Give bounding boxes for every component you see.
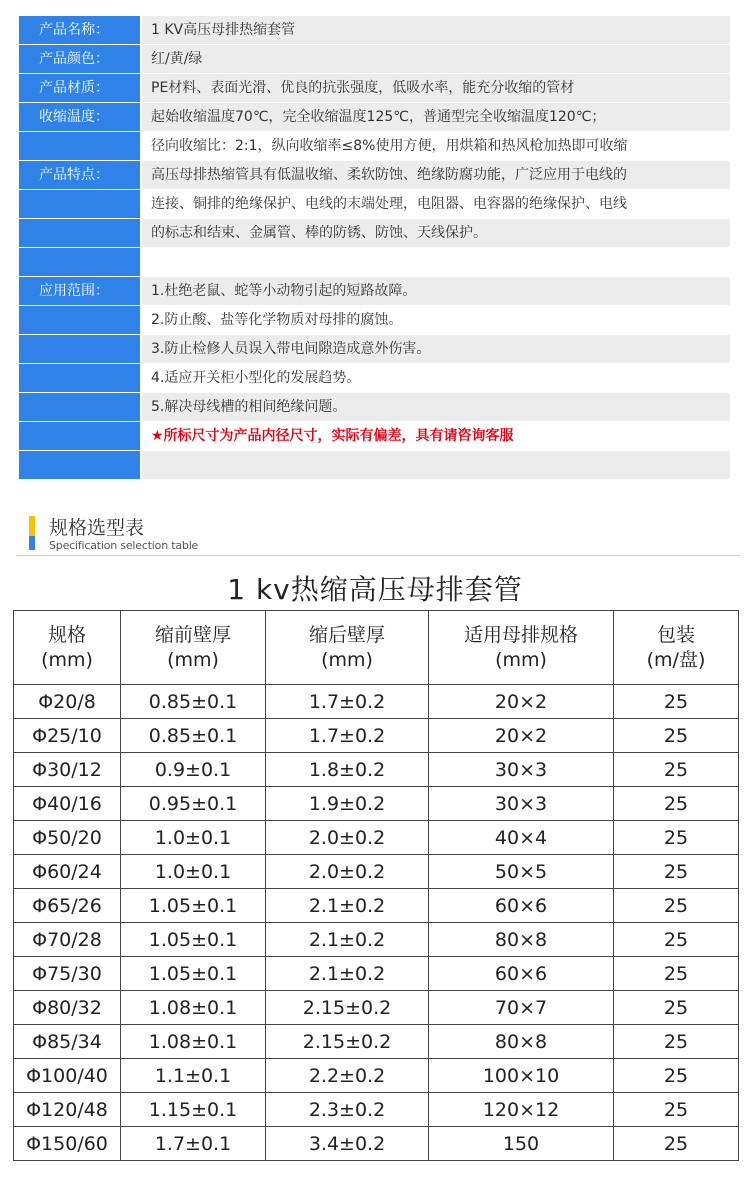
- info-label: [19, 422, 140, 450]
- cell-busbar-size: 50×5: [429, 855, 614, 889]
- table-title: 1 kv热缩高压母排套管: [227, 573, 523, 606]
- cell-thickness-after: 2.0±0.2: [266, 821, 429, 855]
- table-row: [14, 991, 739, 1025]
- section-subtitle: Specification selection table: [49, 539, 199, 552]
- table-row: [14, 787, 739, 821]
- info-value: 起始收缩温度70℃，完全收缩温度125℃，普通型完全收缩温度120℃；: [142, 103, 730, 131]
- info-label: [19, 306, 140, 334]
- info-row-material: [19, 74, 730, 102]
- cell-thickness-before: 1.08±0.1: [121, 1025, 266, 1059]
- cell-packing: 25: [614, 1093, 739, 1127]
- table-row: [14, 1093, 739, 1127]
- cell-busbar-size: 100×10: [429, 1059, 614, 1093]
- spec-table: [13, 610, 739, 1161]
- header-line: 适用母排规格: [463, 623, 578, 646]
- info-row-spacer: [19, 248, 730, 276]
- cell-busbar-size: 20×2: [429, 719, 614, 753]
- info-label: 收缩温度：: [19, 103, 140, 131]
- cell-busbar-size: 120×12: [429, 1093, 614, 1127]
- cell-thickness-after: 2.2±0.2: [266, 1059, 429, 1093]
- cell-busbar-size: 80×8: [429, 923, 614, 957]
- info-value: 1 KV高压母排热缩套管: [142, 16, 730, 44]
- cell-spec: Φ70/28: [14, 923, 121, 957]
- info-row-application-3: [19, 335, 730, 363]
- table-body: [14, 685, 739, 1161]
- info-row-shrink-temp: [19, 103, 730, 131]
- cell-thickness-before: 1.0±0.1: [121, 821, 266, 855]
- cell-packing: 25: [614, 787, 739, 821]
- info-label: 应用范围：: [19, 277, 140, 305]
- cell-packing: 25: [614, 685, 739, 719]
- info-value: 红/黄/绿: [142, 45, 730, 73]
- header-thickness-after: [266, 611, 429, 685]
- cell-spec: Φ100/40: [14, 1059, 121, 1093]
- info-row-size-notice: [19, 422, 730, 450]
- cell-spec: Φ40/16: [14, 787, 121, 821]
- table-row: [14, 719, 739, 753]
- table-row: [14, 1059, 739, 1093]
- cell-spec: Φ120/48: [14, 1093, 121, 1127]
- table-header-row: [14, 611, 739, 685]
- info-row-empty: [19, 451, 730, 479]
- cell-busbar-size: 20×2: [429, 685, 614, 719]
- info-value: 的标志和结束、金属管、棒的防锈、防蚀、天线保护。: [142, 219, 730, 247]
- table-row: [14, 889, 739, 923]
- cell-spec: Φ50/20: [14, 821, 121, 855]
- cell-busbar-size: 30×3: [429, 753, 614, 787]
- info-row-features-2: [19, 190, 730, 218]
- info-label: [19, 335, 140, 363]
- table-row: [14, 923, 739, 957]
- cell-packing: 25: [614, 889, 739, 923]
- cell-busbar-size: 40×4: [429, 821, 614, 855]
- header-line: 规格: [47, 623, 86, 646]
- accent-bar-blue: [29, 536, 35, 550]
- cell-spec: Φ30/12: [14, 753, 121, 787]
- cell-packing: 25: [614, 991, 739, 1025]
- info-label: [19, 219, 140, 247]
- cell-thickness-before: 1.08±0.1: [121, 991, 266, 1025]
- header-spec: [14, 611, 121, 685]
- info-value: [142, 451, 730, 479]
- cell-packing: 25: [614, 719, 739, 753]
- info-value: 径向收缩比：2:1，纵向收缩率≤8%使用方便，用烘箱和热风枪加热即可收缩: [142, 132, 730, 160]
- section-divider: [16, 555, 740, 556]
- product-info-block: [19, 16, 730, 480]
- cell-thickness-before: 1.0±0.1: [121, 855, 266, 889]
- table-row: [14, 685, 739, 719]
- table-row: [14, 753, 739, 787]
- info-row-product-color: [19, 45, 730, 73]
- cell-spec: Φ75/30: [14, 957, 121, 991]
- info-row-application-5: [19, 393, 730, 421]
- cell-thickness-after: 2.15±0.2: [266, 1025, 429, 1059]
- cell-thickness-after: 1.7±0.2: [266, 719, 429, 753]
- header-line: 缩后壁厚: [308, 623, 385, 646]
- cell-packing: 25: [614, 855, 739, 889]
- cell-thickness-after: 1.7±0.2: [266, 685, 429, 719]
- cell-thickness-before: 1.1±0.1: [121, 1059, 266, 1093]
- info-label: [19, 451, 140, 479]
- info-value: 连接、铜排的绝缘保护、电线的末端处理，电阻器、电容器的绝缘保护、电线: [142, 190, 730, 218]
- header-busbar-size: [429, 611, 614, 685]
- cell-thickness-after: 2.3±0.2: [266, 1093, 429, 1127]
- header-line: (mm): [321, 648, 373, 671]
- header-line: (m/盘): [646, 648, 706, 671]
- table-row: [14, 957, 739, 991]
- cell-thickness-before: 0.85±0.1: [121, 685, 266, 719]
- cell-busbar-size: 60×6: [429, 957, 614, 991]
- cell-busbar-size: 80×8: [429, 1025, 614, 1059]
- info-value: 3.防止检修人员误入带电间隙造成意外伤害。: [142, 335, 730, 363]
- info-label: [19, 364, 140, 392]
- cell-spec: Φ60/24: [14, 855, 121, 889]
- section-accent-bar: [29, 516, 35, 550]
- cell-thickness-after: 2.1±0.2: [266, 889, 429, 923]
- cell-thickness-before: 1.05±0.1: [121, 889, 266, 923]
- cell-spec: Φ20/8: [14, 685, 121, 719]
- size-notice: ★所标尺寸为产品内径尺寸，实际有偏差，具有请咨询客服: [142, 422, 730, 450]
- header-line: (mm): [41, 648, 93, 671]
- info-value: 5.解决母线槽的相间绝缘问题。: [142, 393, 730, 421]
- header-line: 缩前壁厚: [154, 623, 231, 646]
- info-row-application-2: [19, 306, 730, 334]
- section-title: 规格选型表: [49, 517, 145, 539]
- cell-thickness-after: 1.9±0.2: [266, 787, 429, 821]
- info-label: [19, 393, 140, 421]
- cell-thickness-before: 1.05±0.1: [121, 923, 266, 957]
- info-label: [19, 132, 140, 160]
- cell-packing: 25: [614, 753, 739, 787]
- info-label: 产品名称：: [19, 16, 140, 44]
- cell-thickness-before: 1.7±0.1: [121, 1127, 266, 1161]
- info-value: PE材料、表面光滑、优良的抗张强度，低吸水率，能充分收缩的管材: [142, 74, 730, 102]
- cell-busbar-size: 150: [429, 1127, 614, 1161]
- cell-spec: Φ80/32: [14, 991, 121, 1025]
- cell-packing: 25: [614, 1025, 739, 1059]
- info-label: [19, 248, 140, 276]
- header-thickness-before: [121, 611, 266, 685]
- header-packing: [614, 611, 739, 685]
- cell-thickness-after: 1.8±0.2: [266, 753, 429, 787]
- cell-spec: Φ25/10: [14, 719, 121, 753]
- info-row-features-3: [19, 219, 730, 247]
- info-row-application-4: [19, 364, 730, 392]
- header-line: 包装: [656, 623, 695, 646]
- cell-busbar-size: 70×7: [429, 991, 614, 1025]
- table-row: [14, 1127, 739, 1161]
- cell-thickness-after: 2.1±0.2: [266, 957, 429, 991]
- info-row-applications: [19, 277, 730, 305]
- cell-thickness-before: 0.95±0.1: [121, 787, 266, 821]
- cell-packing: 25: [614, 1127, 739, 1161]
- cell-spec: Φ85/34: [14, 1025, 121, 1059]
- info-label: 产品特点：: [19, 161, 140, 189]
- info-label: 产品材质：: [19, 74, 140, 102]
- table-row: [14, 855, 739, 889]
- cell-thickness-before: 1.15±0.1: [121, 1093, 266, 1127]
- cell-thickness-before: 1.05±0.1: [121, 957, 266, 991]
- cell-thickness-before: 0.9±0.1: [121, 753, 266, 787]
- cell-thickness-before: 0.85±0.1: [121, 719, 266, 753]
- info-value: [142, 248, 730, 276]
- cell-spec: Φ65/26: [14, 889, 121, 923]
- info-value: 2.防止酸、盐等化学物质对母排的腐蚀。: [142, 306, 730, 334]
- table-row: [14, 1025, 739, 1059]
- cell-thickness-after: 2.1±0.2: [266, 923, 429, 957]
- cell-busbar-size: 60×6: [429, 889, 614, 923]
- cell-spec: Φ150/60: [14, 1127, 121, 1161]
- cell-packing: 25: [614, 957, 739, 991]
- info-value: 4.适应开关柜小型化的发展趋势。: [142, 364, 730, 392]
- table-row: [14, 821, 739, 855]
- accent-bar-yellow: [29, 516, 35, 536]
- cell-thickness-after: 2.15±0.2: [266, 991, 429, 1025]
- info-row-shrink-ratio: [19, 132, 730, 160]
- header-line: (mm): [167, 648, 219, 671]
- cell-busbar-size: 30×3: [429, 787, 614, 821]
- cell-packing: 25: [614, 923, 739, 957]
- header-line: (mm): [495, 648, 547, 671]
- cell-thickness-after: 2.0±0.2: [266, 855, 429, 889]
- info-row-product-name: [19, 16, 730, 44]
- cell-thickness-after: 3.4±0.2: [266, 1127, 429, 1161]
- info-label: [19, 190, 140, 218]
- info-row-features: [19, 161, 730, 189]
- info-label: 产品颜色：: [19, 45, 140, 73]
- info-value: 高压母排热缩管具有低温收缩、柔软防蚀、绝缘防腐功能，广泛应用于电线的: [142, 161, 730, 189]
- cell-packing: 25: [614, 821, 739, 855]
- info-value: 1.杜绝老鼠、蛇等小动物引起的短路故障。: [142, 277, 730, 305]
- cell-packing: 25: [614, 1059, 739, 1093]
